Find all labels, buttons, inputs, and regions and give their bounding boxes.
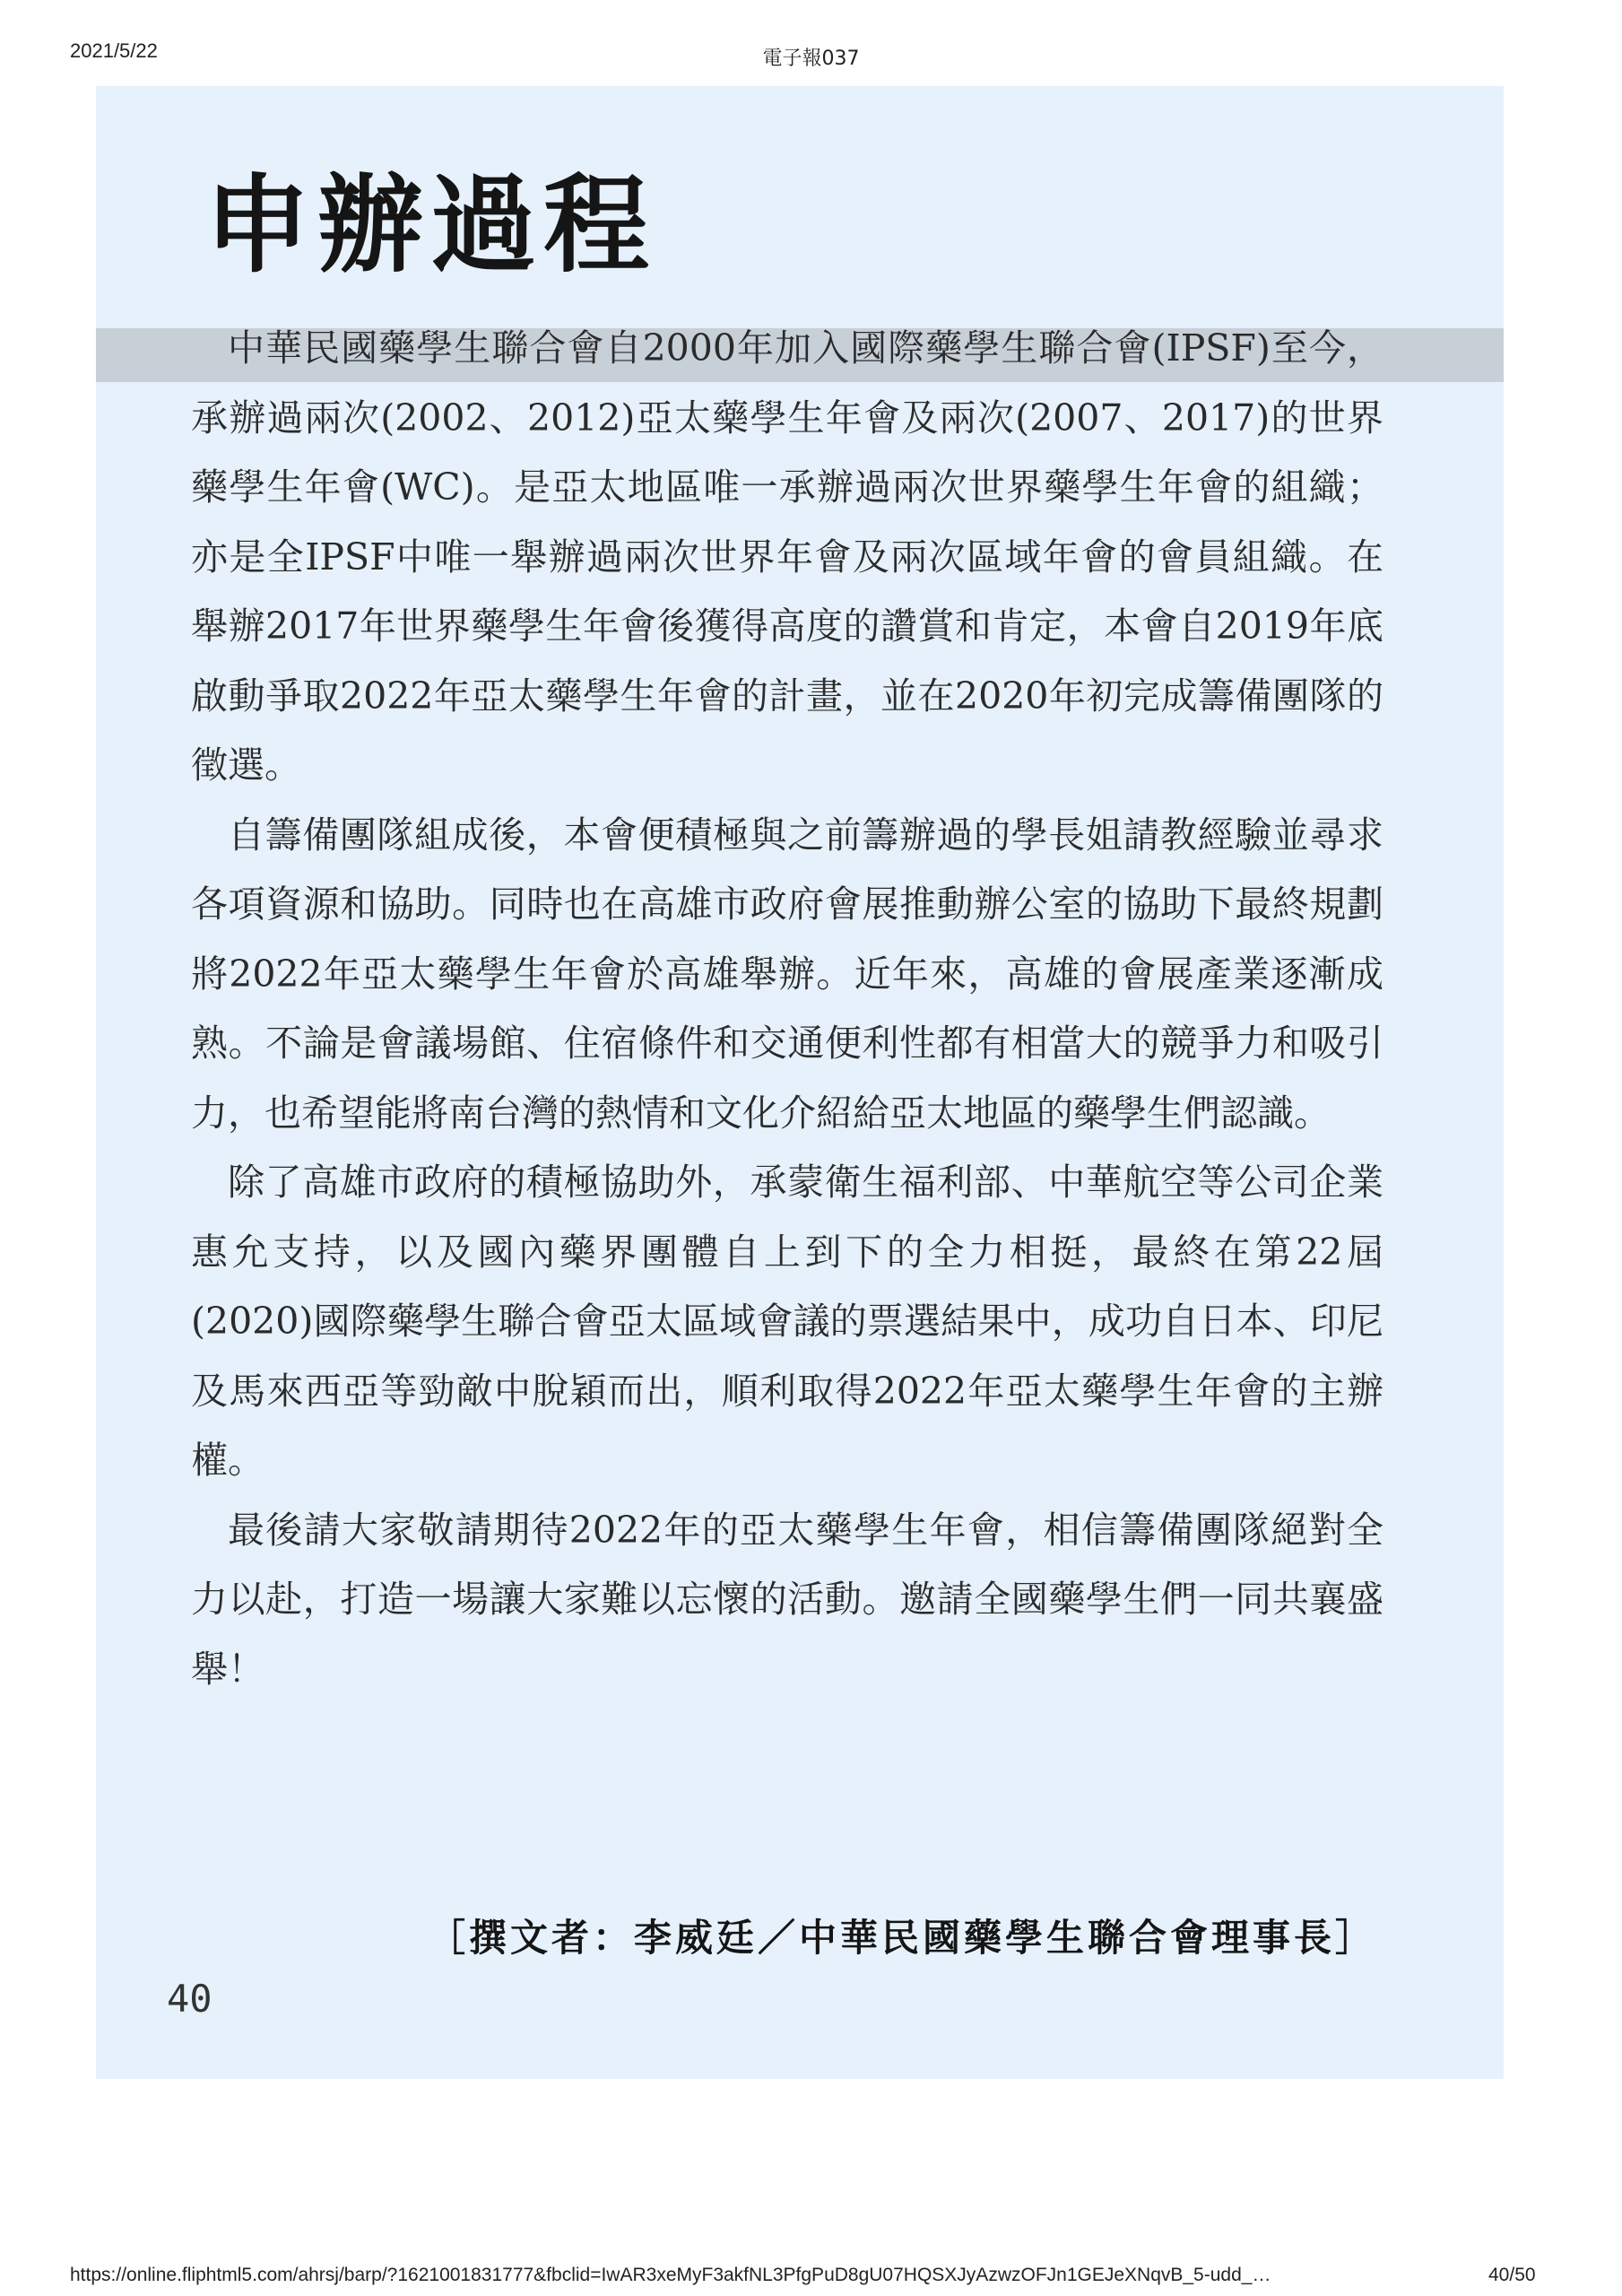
- print-header-date: 2021/5/22: [70, 39, 158, 62]
- article-paragraph: 中華民國藥學生聯合會自2000年加入國際藥學生聯合會(IPSF)至今，承辦過兩次(2002、2012)亞太藥學生年會及兩次(2007、2017)的世界藥學生年會(WC)。是亞太地區唯一承辦過兩次世界藥學生年會的組織；亦是全IPSF中唯一舉辦過兩次世界年會及兩次區域年會的會員組織。在舉辦2017年世界藥學生年會後獲得高度的讚賞和肯定，本會自2019年底啟動爭取2022年亞太藥學生年會的計畫，並在2020年初完成籌備團隊的徵選。: [191, 326, 1383, 787]
- article-body: [191, 314, 1383, 1704]
- author-credit: ［撰文者：李威廷／中華民國藥學生聯合會理事長］: [427, 1916, 1376, 1960]
- article-paragraph: 最後請大家敬請期待2022年的亞太藥學生年會，相信籌備團隊絕對全力以赴，打造一場讓大家難以忘懷的活動。邀請全國藥學生們一同共襄盛舉！: [191, 1508, 1383, 1691]
- page-number: 40: [167, 1977, 213, 2021]
- print-footer-url: https://online.fliphtml5.com/ahrsj/barp/?1621001831777&fbclid=IwAR3xeMyF3akfNL3PfgPuD8gU07HQSXJyAzwzOFJn1GEJeXNqvB_5-udd_…: [70, 2265, 1271, 2285]
- print-header-title: 電子報037: [762, 48, 860, 70]
- print-footer-page-count: 40/50: [1488, 2265, 1536, 2285]
- article-paragraph: 除了高雄市政府的積極協助外，承蒙衛生福利部、中華航空等公司企業惠允支持，以及國內藥界團體自上到下的全力相挺，最終在第22屆(2020)國際藥學生聯合會亞太區域會議的票選結果中，成功自日本、印尼及馬來西亞等勁敵中脫穎而出，順利取得2022年亞太藥學生年會的主辦權。: [191, 1161, 1383, 1482]
- article-title: 申辦過程: [204, 162, 657, 287]
- article-paragraph: 自籌備團隊組成後，本會便積極與之前籌辦過的學長姐請教經驗並尋求各項資源和協助。同時也在高雄市政府會展推動辦公室的協助下最終規劃將2022年亞太藥學生年會於高雄舉辦。近年來，高雄的會展產業逐漸成熟。不論是會議場館、住宿條件和交通便利性都有相當大的競爭力和吸引力，也希望能將南台灣的熱情和文化介紹給亞太地區的藥學生們認識。: [191, 813, 1383, 1135]
